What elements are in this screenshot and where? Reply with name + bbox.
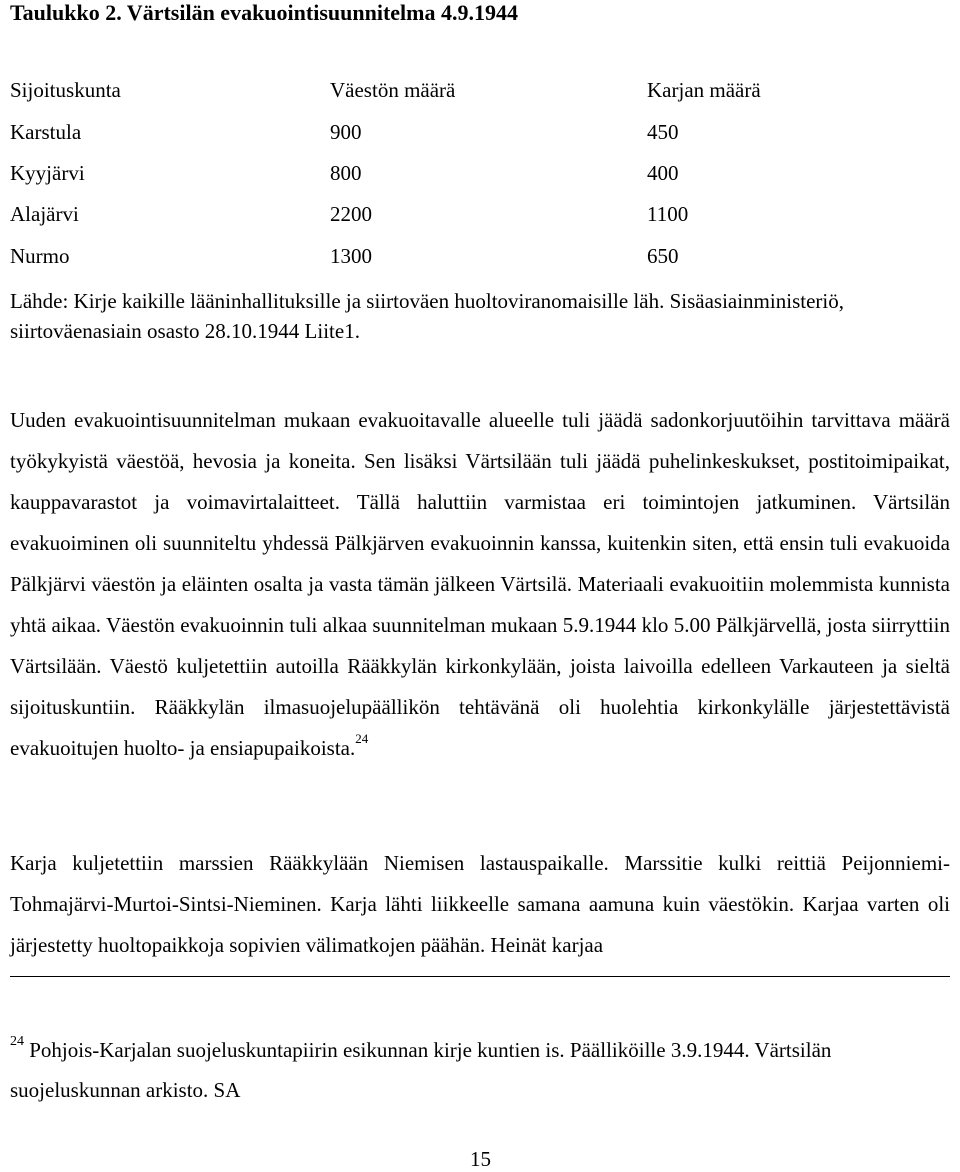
- table-cell: 450: [647, 120, 679, 144]
- body-paragraph-1: [10, 400, 950, 769]
- table-cell: Kyyjärvi: [10, 161, 85, 185]
- table-title: Taulukko 2. Värtsilän evakuointisuunnitelma 4.9.1944: [10, 0, 518, 25]
- paragraph-text: Uuden evakuointisuunnitelman mukaan evakuoitavalle alueelle tuli jäädä sadonkorjuutöihin tarvittava määrä työkykyistä väestöä, hevosia ja koneita. Sen lisäksi Värtsilään tuli jäädä puhelinkeskukset, postitoimipaikat, kauppavarastot ja voimavirtalaitteet. Tällä haluttiin varmistaa eri toimintojen jatkuminen. Värtsilän evakuoiminen oli suunniteltu yhdessä Pälkjärven evakuoinnin kanssa, kuitenkin siten, että ensin tuli evakuoida Pälkjärvi väestön ja eläinten osalta ja vasta tämän jälkeen Värtsilä. Materiaali evakuoitiin molemmista kunnista yhtä aikaa. Väestön evakuoinnin tuli alkaa suunnitelman mukaan 5.9.1944 klo 5.00 Pälkjärvellä, josta siirryttiin Värtsilään. Väestö kuljetettiin autoilla Rääkkylän kirkonkylään, joista laivoilla edelleen Varkauteen ja sieltä sijoituskuntiin. Rääkkylän ilmasuojelupäällikön tehtävänä oli huolehtia kirkonkylälle järjestettävistä evakuoitujen huolto- ja ensiapupaikoista.: [10, 408, 950, 760]
- footnote-reference: 24: [355, 731, 369, 746]
- footnote-divider: [10, 976, 950, 977]
- table-source: Lähde: Kirje kaikille lääninhallituksille ja siirtoväen huoltoviranomaisille läh. Sisäasiainministeriö, siirtoväenasiain osasto 28.10.1944 Liite1.: [10, 289, 844, 343]
- table-cell: 1100: [647, 202, 689, 226]
- table-cell: 900: [330, 120, 362, 144]
- table-cell: 400: [647, 161, 679, 185]
- header-cell-population: Väestön määrä: [330, 78, 456, 102]
- table-cell: 650: [647, 244, 679, 268]
- table-cell: 1300: [330, 244, 372, 268]
- table-cell: 800: [330, 161, 362, 185]
- header-cell-municipality: Sijoituskunta: [10, 78, 121, 102]
- table-cell: Alajärvi: [10, 202, 79, 226]
- table-cell: Nurmo: [10, 244, 70, 268]
- footnote-number: 24: [10, 1034, 24, 1049]
- footnote-text: Pohjois-Karjalan suojeluskuntapiirin esikunnan kirje kuntien is. Päälliköille 3.9.1944. Värtsilän suojeluskunnan arkisto. SA: [10, 1038, 832, 1102]
- footnote: [10, 1030, 950, 1110]
- table-cell: 2200: [330, 202, 372, 226]
- body-paragraph-2: Karja kuljetettiin marssien Rääkkylään Niemisen lastauspaikalle. Marssitie kulki reittiä Peijonniemi-Tohmajärvi-Murtoi-Sintsi-Nieminen. Karja lähti liikkeelle samana aamuna kuin väestökin. Karjaa varten oli järjestetty huoltopaikkoja sopivien välimatkojen päähän. Heinät karjaa: [10, 851, 950, 957]
- page-number: 15: [470, 1147, 491, 1171]
- table-cell: Karstula: [10, 120, 82, 144]
- header-cell-livestock: Karjan määrä: [647, 78, 761, 102]
